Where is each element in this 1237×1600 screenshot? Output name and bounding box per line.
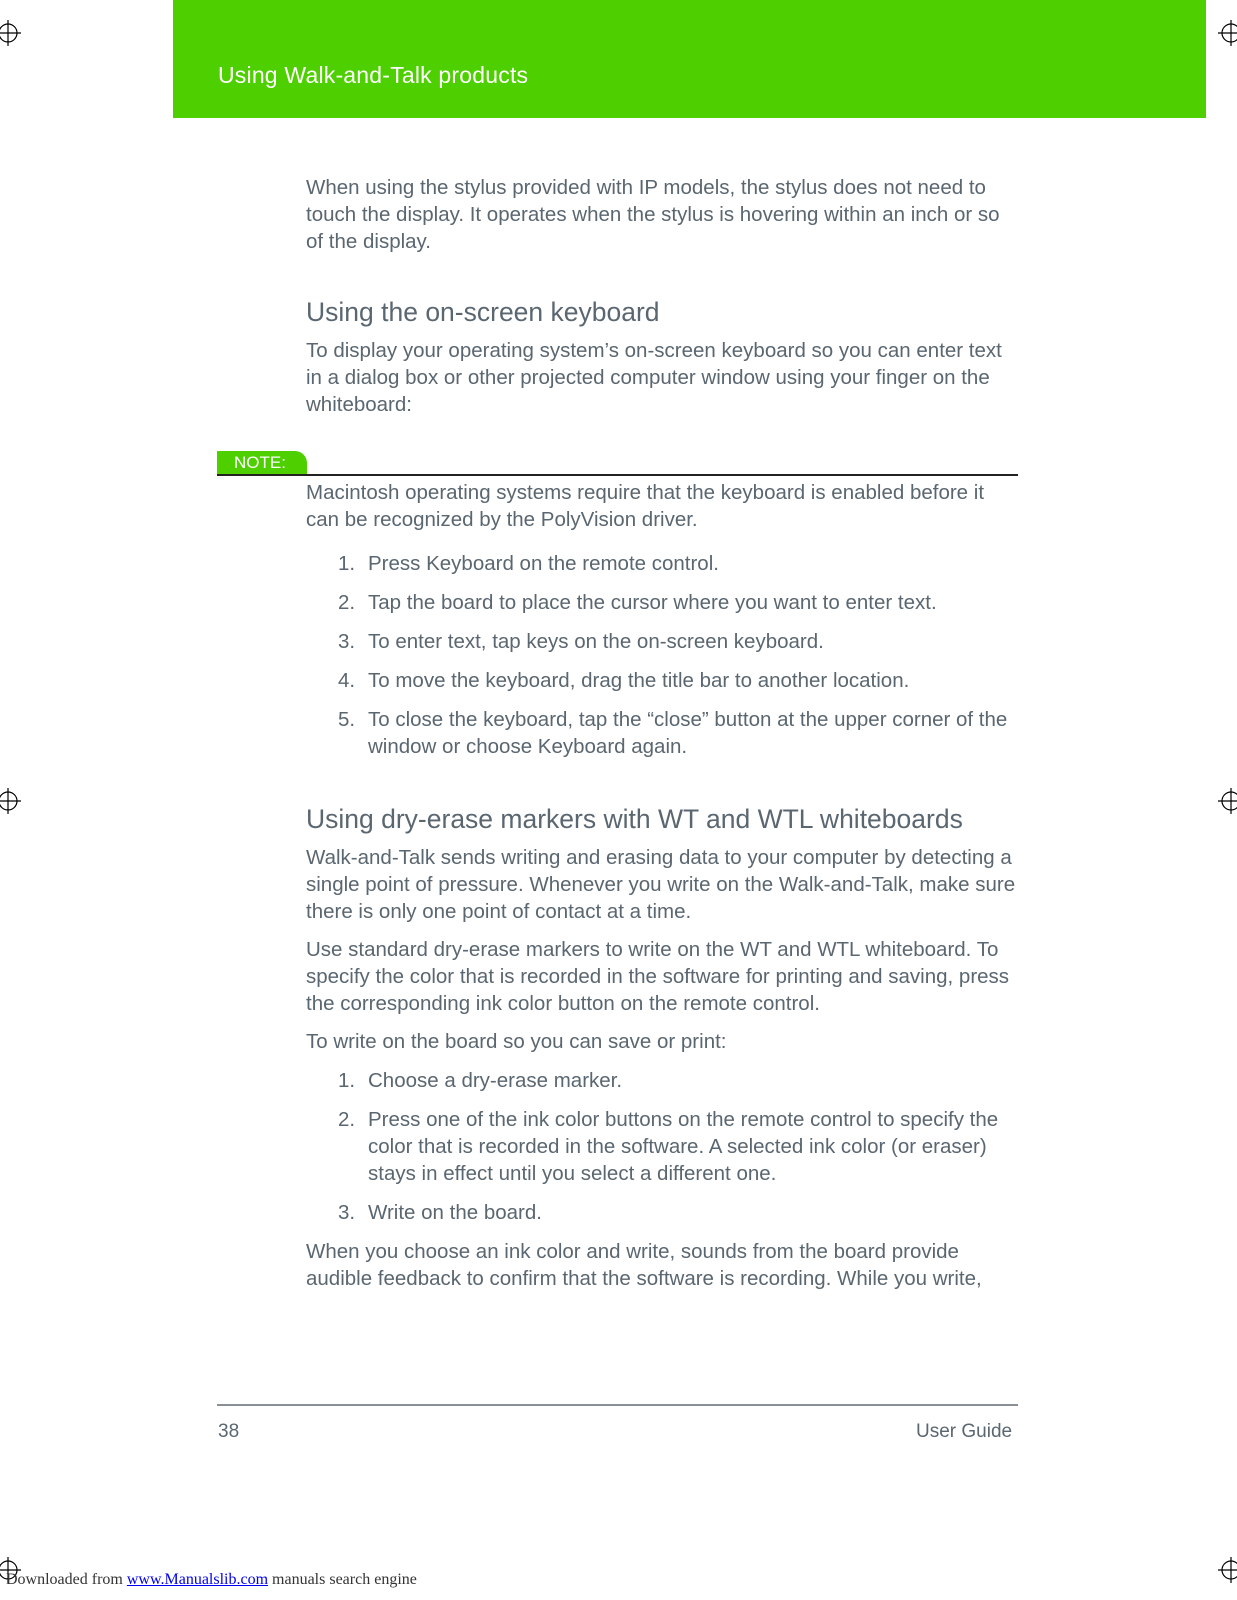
- step-text: Tap the board to place the cursor where you want to enter text.: [368, 591, 937, 614]
- markers-paragraph: Walk-and-Talk sends writing and erasing data to your computer by detecting a single point of pressure. Whenever you write on the Walk-and-Talk, make sure there is only one point of contact at a time.: [306, 846, 1016, 923]
- step-text: Press one of the ink color buttons on the remote control to specify the color that is recorded in the software. A selected ink color (or eraser) stays in effect until you select a different one.: [368, 1108, 999, 1185]
- list-item: [306, 589, 1018, 616]
- manualslib-link[interactable]: www.Manualslib.com: [126, 1571, 269, 1588]
- note-divider: [217, 474, 1018, 476]
- step-number: 3.: [338, 1201, 356, 1224]
- header-band: [173, 0, 1206, 118]
- list-item: [306, 706, 1018, 760]
- step-number: 5.: [338, 708, 356, 731]
- download-suffix: manuals search engine: [268, 1571, 417, 1588]
- step-text: To move the keyboard, drag the title bar to another location.: [368, 669, 910, 692]
- main-content-keyboard: [306, 479, 1018, 1292]
- step-text: To enter text, tap keys on the on-screen keyboard.: [368, 630, 824, 653]
- step-text: Choose a dry-erase marker.: [368, 1069, 623, 1092]
- keyboard-intro-paragraph: To display your operating system’s on-screen keyboard so you can enter text in a dialog box or other projected computer window using your finger on the whiteboard:: [306, 339, 1002, 416]
- note-text: Macintosh operating systems require that the keyboard is enabled before it can be recognized by the PolyVision driver.: [306, 481, 985, 531]
- step-text: Press Keyboard on the remote control.: [368, 552, 719, 575]
- note-label-tab: [217, 451, 307, 474]
- step-number: 1.: [338, 1069, 356, 1092]
- markers-paragraph: Use standard dry-erase markers to write on the WT and WTL whiteboard. To specify the color that is recorded in the software for printing and saving, press the corresponding ink color button on the remote control.: [306, 938, 1010, 1015]
- list-item: [306, 1067, 1018, 1094]
- step-number: 3.: [338, 630, 356, 653]
- registration-mark-icon: [1218, 20, 1237, 46]
- list-item: [306, 550, 1018, 577]
- page-header-title: Using Walk-and-Talk products: [218, 62, 529, 88]
- closing-paragraph: When you choose an ink color and write, sounds from the board provide audible feedback to confirm that the software is recording. While you write,: [306, 1240, 982, 1290]
- markers-paragraph: To write on the board so you can save or print:: [306, 1030, 727, 1053]
- download-footer: [6, 1571, 417, 1589]
- step-number: 4.: [338, 669, 356, 692]
- footer-divider: [217, 1404, 1018, 1406]
- registration-mark-icon: [0, 788, 21, 814]
- page-number: 38: [218, 1421, 240, 1442]
- keyboard-steps-list: [306, 550, 1018, 760]
- intro-paragraph: When using the stylus provided with IP models, the stylus does not need to touch the display. It operates when the stylus is hovering within an inch or so of the display.: [306, 176, 1000, 253]
- registration-mark-icon: [1218, 788, 1237, 814]
- list-item: [306, 1106, 1018, 1187]
- footer-doc-title: User Guide: [916, 1421, 1013, 1442]
- registration-mark-icon: [0, 20, 21, 46]
- step-text: Write on the board.: [368, 1201, 542, 1224]
- step-number: 2.: [338, 591, 356, 614]
- main-content-top: [306, 174, 1018, 418]
- note-label: NOTE:: [234, 453, 286, 472]
- list-item: [306, 667, 1018, 694]
- download-prefix: Downloaded from: [6, 1571, 127, 1588]
- list-item: [306, 1199, 1018, 1226]
- step-number: 2.: [338, 1108, 356, 1131]
- section-heading-keyboard: Using the on-screen keyboard: [306, 297, 660, 327]
- registration-mark-icon: [1218, 1557, 1237, 1583]
- section-heading-markers: Using dry-erase markers with WT and WTL whiteboards: [306, 804, 963, 834]
- step-number: 1.: [338, 552, 356, 575]
- step-text: To close the keyboard, tap the “close” button at the upper corner of the window or choose Keyboard again.: [368, 708, 1008, 758]
- markers-steps-list: [306, 1067, 1018, 1226]
- list-item: [306, 628, 1018, 655]
